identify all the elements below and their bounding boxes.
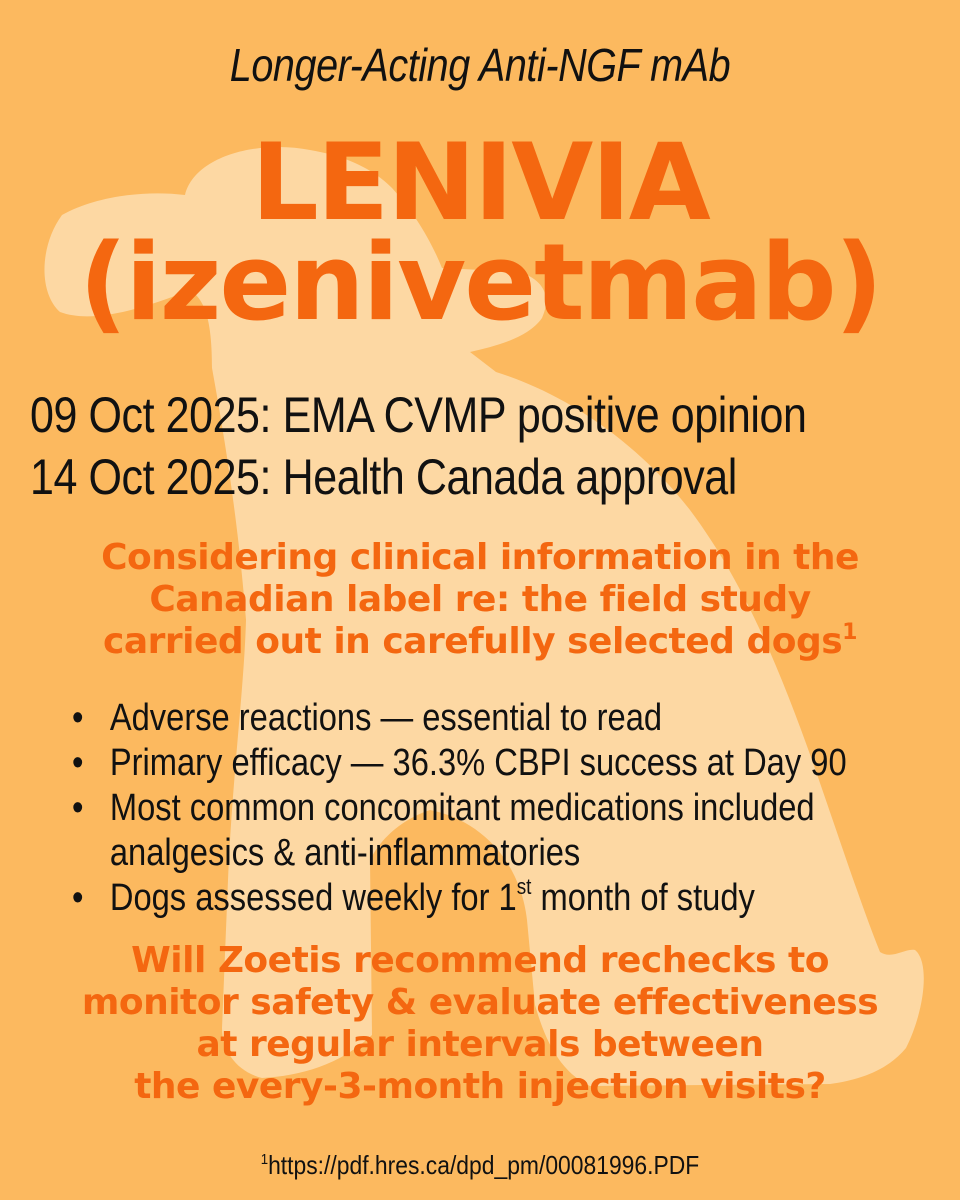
considering-line: Canadian label re: the field study <box>149 579 811 620</box>
milestone-date: 09 Oct 2025 <box>30 387 260 443</box>
list-item <box>72 876 846 921</box>
list-item-text: analgesics & anti-inflammatories <box>109 832 581 874</box>
list-item-text: Dogs assessed weekly for 1 <box>109 877 517 919</box>
footnote-link[interactable]: https://pdf.hres.ca/dpd_pm/00081996.PDF <box>268 1150 700 1180</box>
list-item <box>72 741 846 786</box>
question-line: Will Zoetis recommend rechecks to <box>131 940 829 981</box>
milestone-event: EMA CVMP positive opinion <box>282 387 807 443</box>
considering-line <box>0 621 960 663</box>
milestone-event: Health Canada approval <box>282 449 737 505</box>
considering-line: Considering clinical information in the <box>101 537 859 578</box>
question-line: at regular intervals between <box>196 1024 764 1065</box>
question-line: the every-3-month injection visits? <box>134 1066 826 1107</box>
list-item-text: Adverse reactions — essential to read <box>109 697 663 739</box>
milestone-health-canada: 14 Oct 2025: Health Canada approval <box>30 449 737 505</box>
footnote <box>58 1150 903 1181</box>
list-item-text: • Most common concomitant medications included <box>109 787 815 829</box>
generic-name: (izenivetmab) <box>78 221 882 344</box>
list-item-text: Primary efficacy — 36.3% CBPI success at Day 90 <box>109 742 847 784</box>
footnote-ref: 1 <box>260 1151 269 1168</box>
ordinal-suffix: st <box>516 874 532 899</box>
list-item-text: month of study <box>531 877 755 919</box>
subtitle: Longer-Acting Anti-NGF mAb <box>229 39 731 91</box>
milestone-date: 14 Oct 2025 <box>30 449 260 505</box>
findings-list <box>72 696 846 921</box>
considering-line-text: carried out in carefully selected dogs <box>103 621 843 662</box>
considering-heading <box>0 537 960 663</box>
list-item <box>72 786 846 876</box>
brand-name: LENIVIA <box>251 121 709 244</box>
list-item <box>72 696 846 741</box>
milestones <box>30 384 821 508</box>
question-line: monitor safety & evaluate effectiveness <box>81 982 879 1023</box>
question-heading <box>0 940 960 1108</box>
footnote-ref: 1 <box>842 620 857 645</box>
milestone-ema: 09 Oct 2025: EMA CVMP positive opinion <box>30 387 807 443</box>
